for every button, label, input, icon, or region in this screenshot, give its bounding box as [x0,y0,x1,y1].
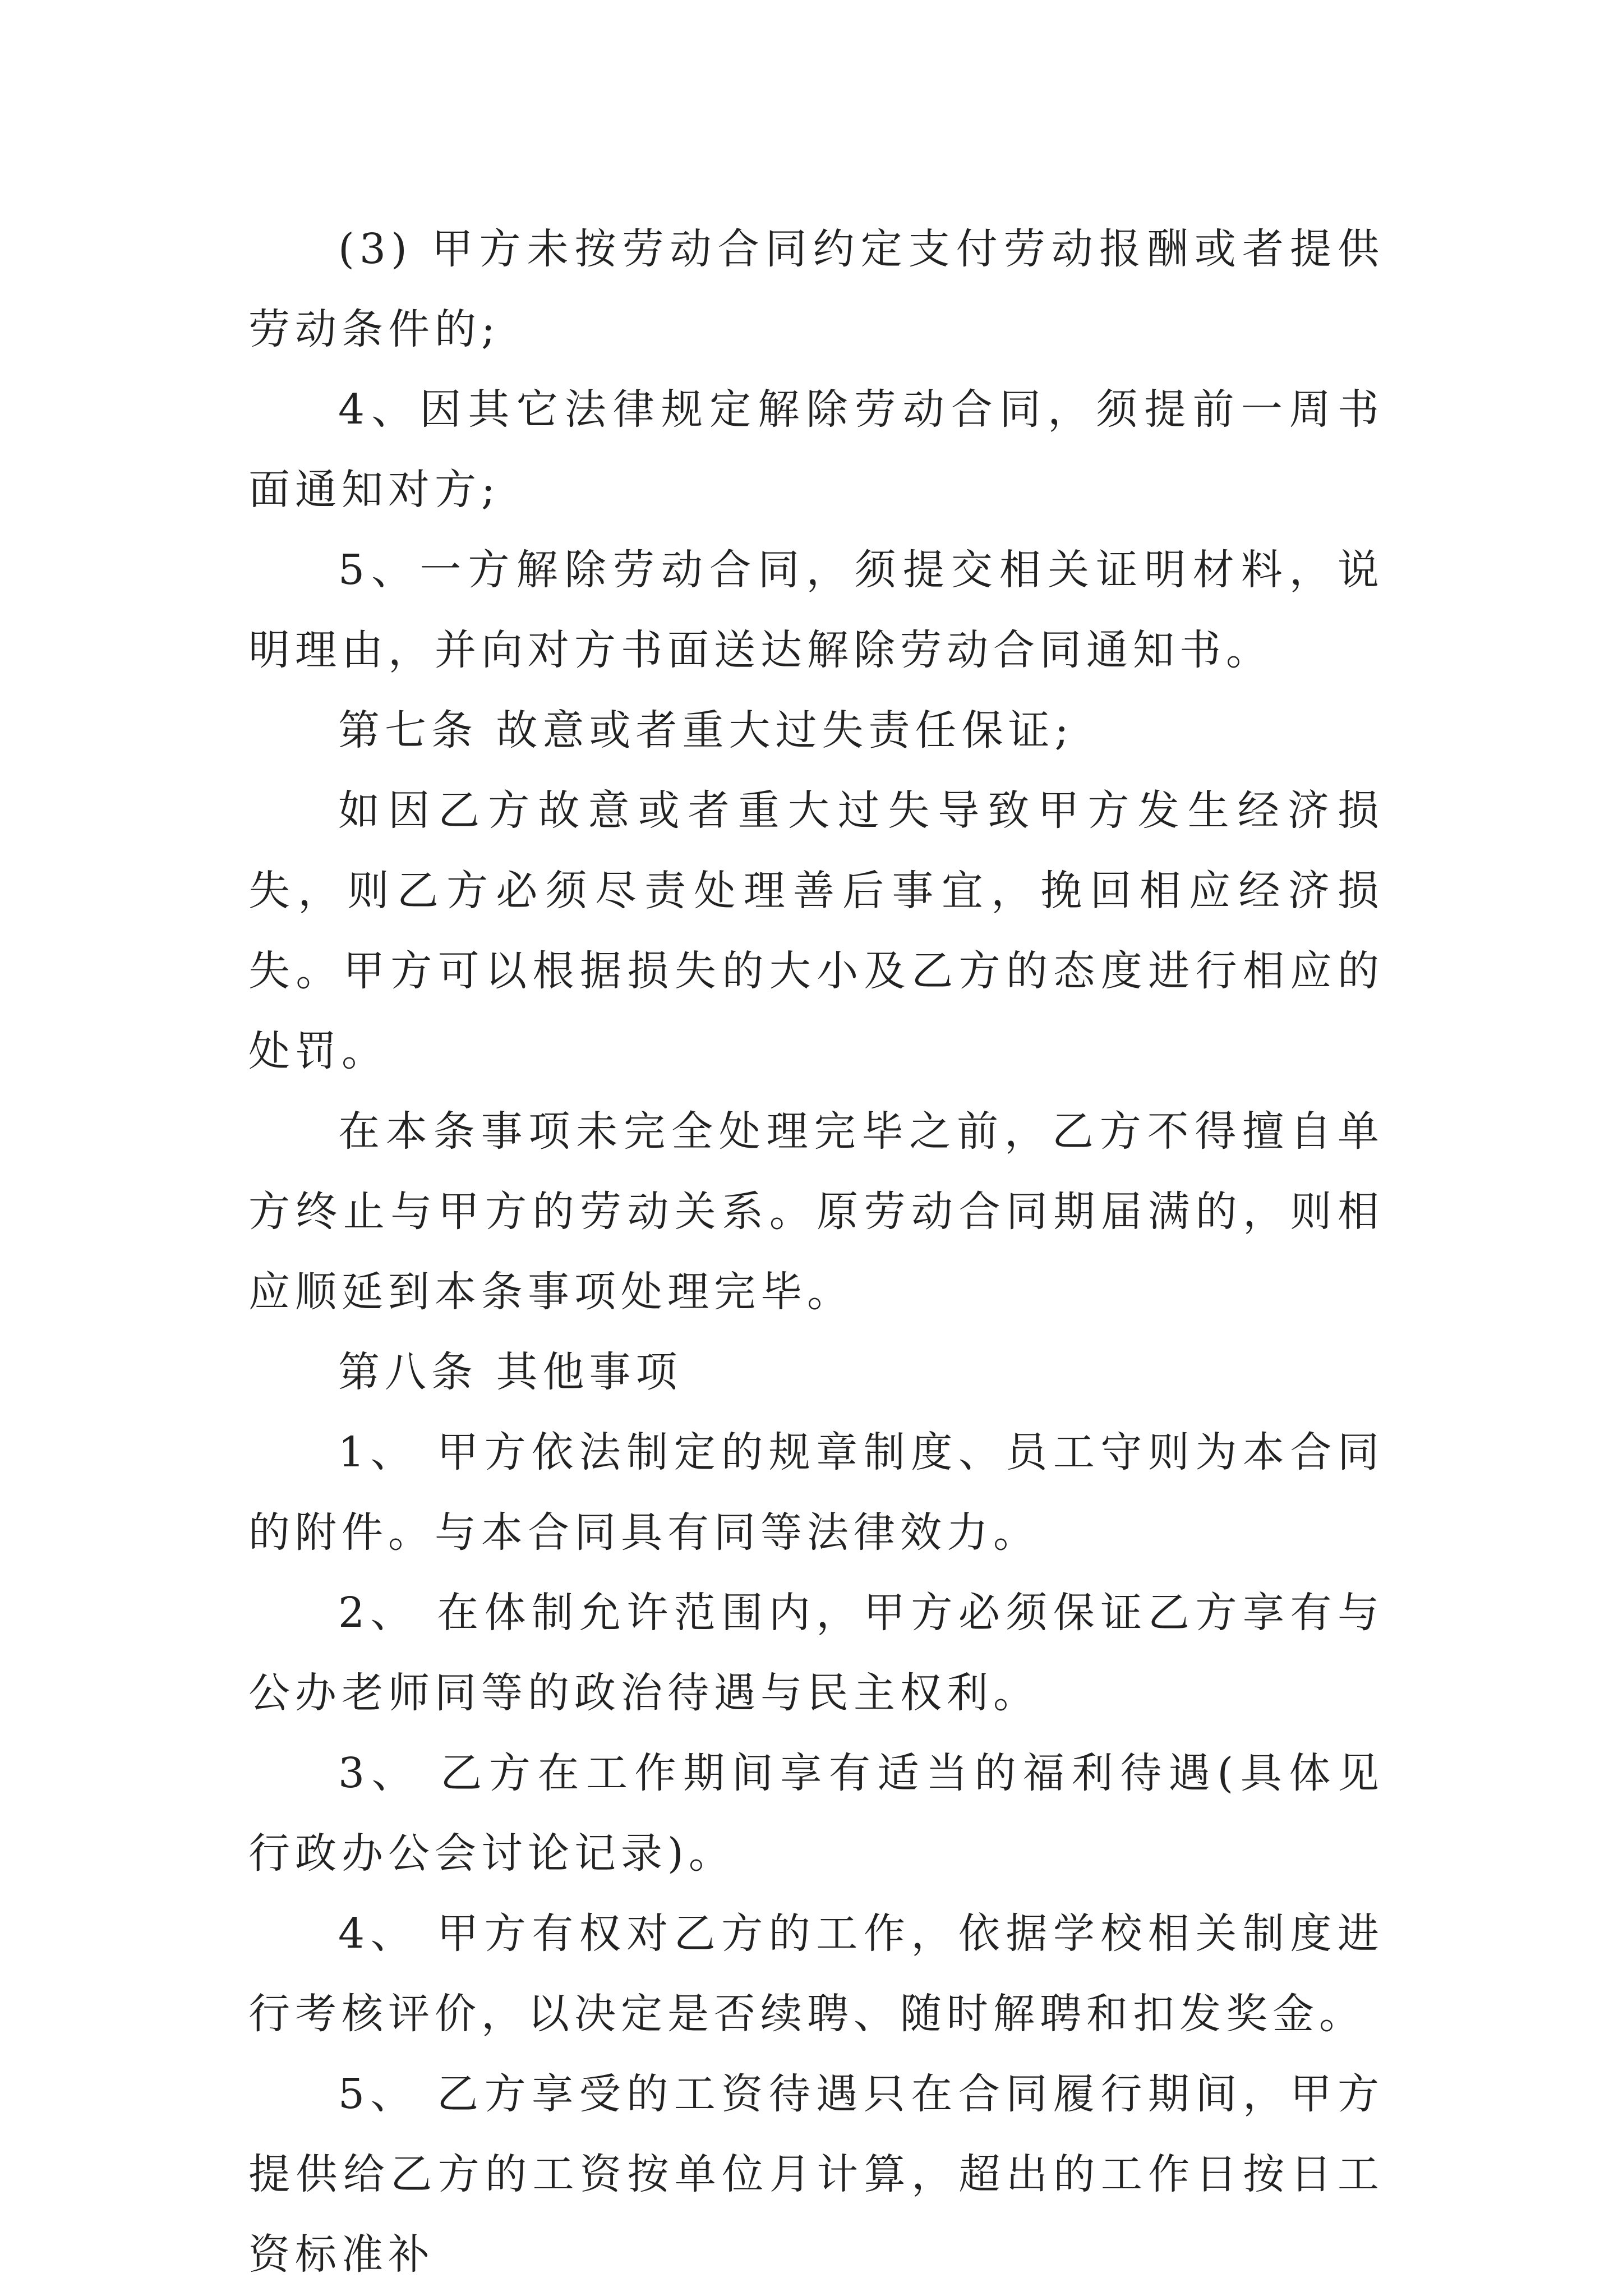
paragraph-article-7-body: 如因乙方故意或者重大过失导致甲方发生经济损失，则乙方必须尽责处理善后事宜，挽回相应经济损失。甲方可以根据损失的大小及乙方的态度进行相应的处罚。 [248,786,1384,1075]
paragraph-clause-8-4: 4、 甲方有权对乙方的工作，依据学校相关制度进行考核评价，以决定是否续聘、随时解聘和扣发奖金。 [248,1910,1384,2038]
article-8-heading: 第八条 其他事项 [338,1348,683,1396]
article-7-heading: 第七条 故意或者重大过失责任保证; [338,706,1074,754]
document-body [248,209,1384,2295]
paragraph-clause-6-3: (3) 甲方未按劳动合同约定支付劳动报酬或者提供劳动条件的; [248,225,1384,353]
paragraph-clause-8-3: 3、 乙方在工作期间享有适当的福利待遇(具体见行政办公会讨论记录)。 [248,1749,1384,1878]
paragraph-clause-8-5: 5、 乙方享受的工资待遇只在合同履行期间，甲方提供给乙方的工资按单位月计算，超出的工作日按日工资标准补 [248,2070,1384,2279]
paragraph-clause-6-5: 5、一方解除劳动合同，须提交相关证明材料，说明理由，并向对方书面送达解除劳动合同通知书。 [248,546,1384,674]
paragraph-article-7-continuation: 在本条事项未完全处理完毕之前，乙方不得擅自单方终止与甲方的劳动关系。原劳动合同期届满的，则相应顺延到本条事项处理完毕。 [248,1107,1384,1316]
paragraph-clause-8-2: 2、 在体制允许范围内，甲方必须保证乙方享有与公办老师同等的政治待遇与民主权利。 [248,1589,1384,1717]
paragraph-clause-6-4: 4、因其它法律规定解除劳动合同，须提前一周书面通知对方; [248,385,1384,514]
paragraph-clause-8-1: 1、 甲方依法制定的规章制度、员工守则为本合同的附件。与本合同具有同等法律效力。 [248,1428,1384,1557]
